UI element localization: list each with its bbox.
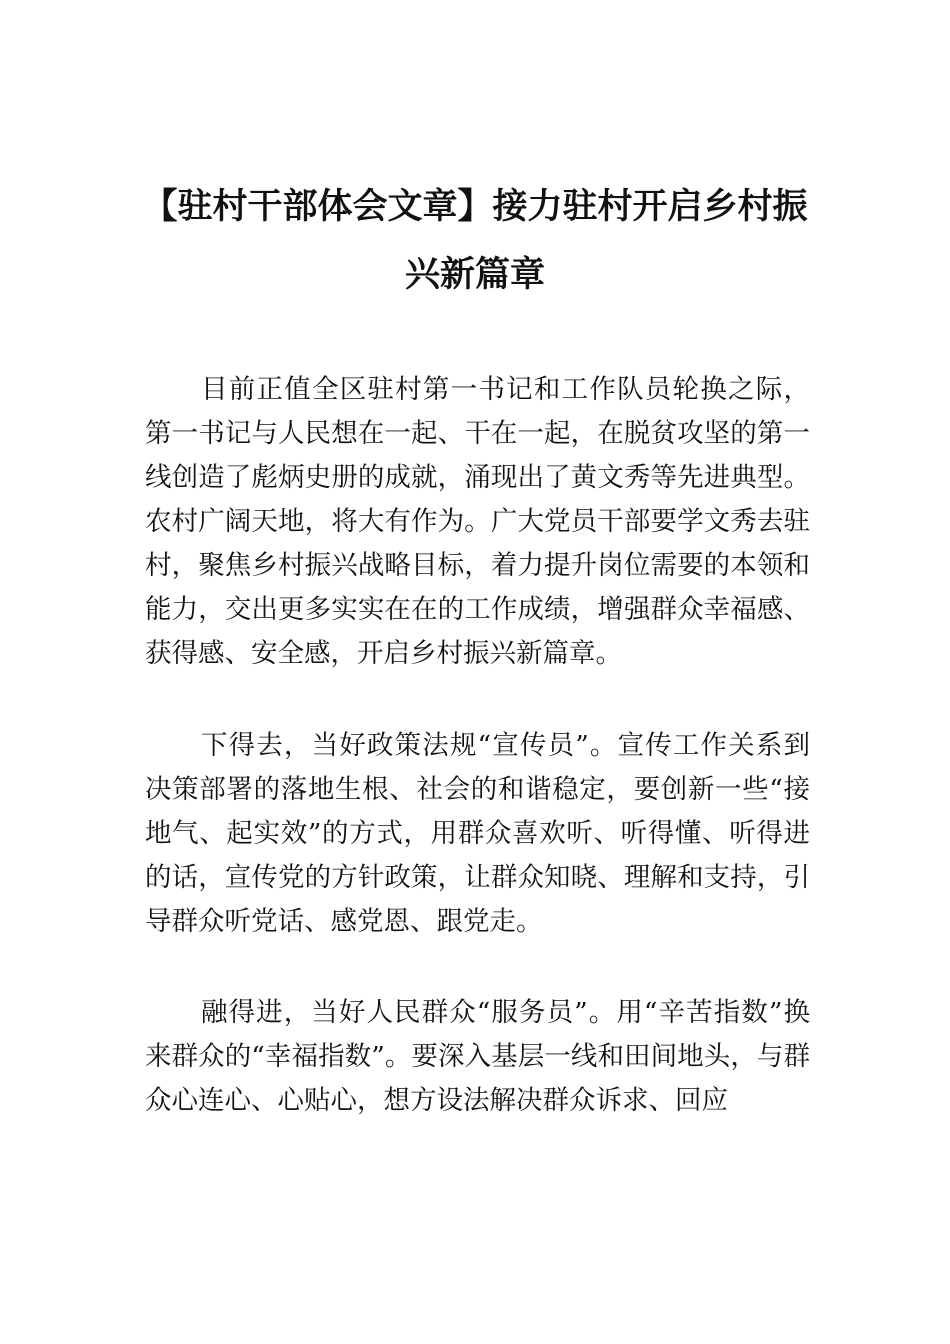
paragraph-2: 下得去，当好政策法规“宣传员”。宣传工作关系到决策部署的落地生根、社会的和谐稳定，要创新一些“接地气、起实效”的方式，用群众喜欢听、听得懂、听得进的话，宣传党的方针政策，让群众知晓、理解和支持，引导群众听党话、感党恩、跟党走。 [145, 730, 810, 937]
paragraph-3: 融得进，当好人民群众“服务员”。用“辛苦指数”换来群众的“幸福指数”。要深入基层一线和田间地头，与群众心连心、心贴心，想方设法解决群众诉求、回应 [145, 997, 810, 1116]
paragraph-1: 目前正值全区驻村第一书记和工作队员轮换之际，第一书记与人民想在一起、干在一起，在脱贫攻坚的第一线创造了彪炳史册的成就，涌现出了黄文秀等先进典型。农村广阔天地，将大有作为。广大党员干部要学文秀去驻村，聚焦乡村振兴战略目标，着力提升岗位需要的本领和能力，交出更多实实在在的工作成绩，增强群众幸福感、获得感、安全感，开启乡村振兴新篇章。 [145, 374, 810, 669]
document-title: 【驻村干部体会文章】接力驻村开启乡村振兴新篇章 [142, 187, 808, 296]
